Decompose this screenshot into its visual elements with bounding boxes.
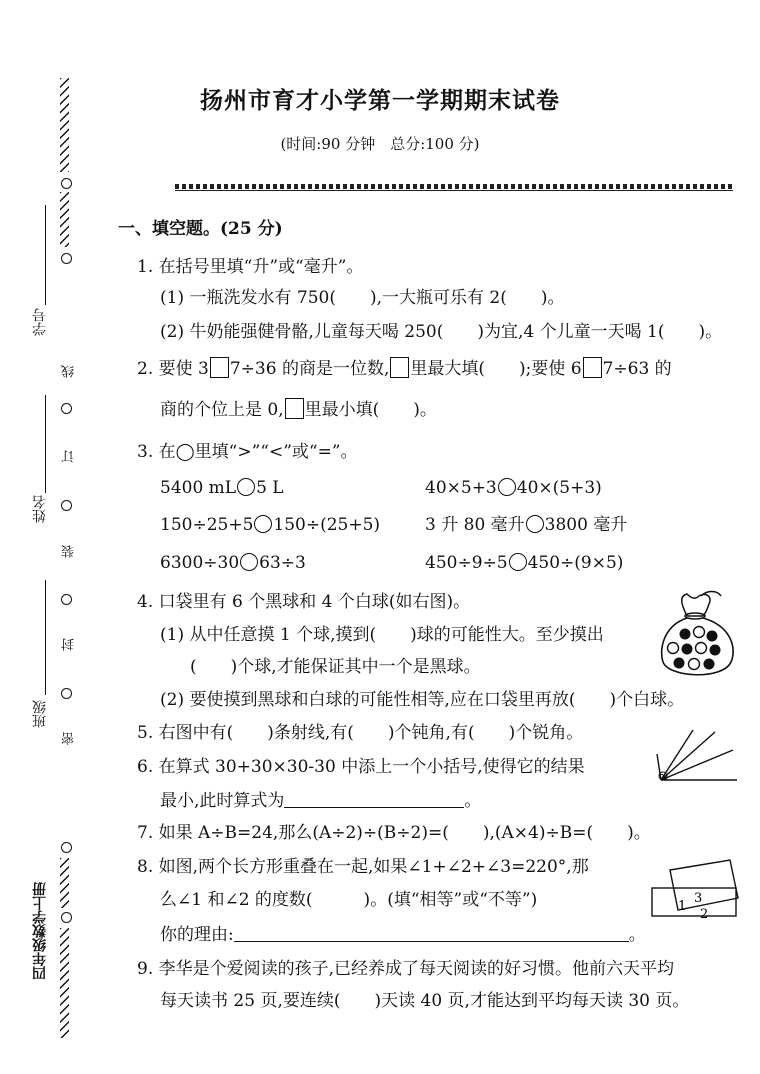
binding-mark: 装 — [62, 545, 77, 558]
binding-ring — [61, 688, 72, 699]
header-divider — [175, 184, 733, 189]
answer-box[interactable] — [210, 357, 229, 378]
question-6-end: 。 — [464, 791, 482, 811]
binding-mark: 线 — [62, 365, 77, 378]
compare-item: 450÷9÷5 450÷(9×5) — [425, 553, 624, 573]
question-4b: (2) 要使摸到黑球和白球的可能性相等,应在口袋里再放( )个白球。 — [160, 690, 685, 710]
compare-item: 150÷25+5 150÷(25+5) — [160, 515, 381, 535]
question-2-line2 — [160, 398, 437, 421]
question-3-stem: 3. 在◯里填“>”“<”或“=”。 — [137, 442, 358, 462]
compare-item: 5400 mL 5 L — [160, 478, 284, 498]
question-8-text: 你的理由: — [160, 925, 234, 945]
question-8-line1: 8. 如图,两个长方形重叠在一起,如果∠1+∠2+∠3=220°,那 — [137, 857, 589, 877]
exam-subtitle: (时间:90 分钟 总分:100 分) — [280, 135, 480, 153]
question-1b: (2) 牛奶能强健骨骼,儿童每天喝 250( )为宜,4 个儿童一天喝 1( )。 — [160, 322, 723, 342]
compare-circle[interactable] — [254, 515, 272, 533]
rectangles-figure — [648, 858, 740, 924]
binding-ring — [61, 253, 72, 264]
compare-item: 6300÷30 63÷3 — [160, 553, 306, 573]
angle-label: 1 — [678, 899, 687, 914]
binding-ring — [61, 912, 72, 923]
question-2-line1 — [137, 357, 672, 380]
rays-figure — [655, 728, 739, 786]
answer-box[interactable] — [583, 357, 602, 378]
question-6-line1: 6. 在算式 30+30×30-30 中添上一个小括号,使得它的结果 — [137, 757, 585, 777]
hatch-decoration — [60, 858, 69, 908]
binding-ring — [61, 178, 72, 189]
question-7: 7. 如果 A÷B=24,那么(A÷2)÷(B÷2)=( ),(A×4)÷B=( )。 — [137, 823, 651, 843]
answer-box[interactable] — [390, 357, 409, 378]
compare-item: 3 升 80 毫升 3800 毫升 — [425, 515, 628, 535]
question-2-text: 里最小填( )。 — [304, 400, 437, 420]
question-5: 5. 右图中有( )条射线,有( )个钝角,有( )个锐角。 — [137, 723, 584, 743]
question-8-line3 — [160, 924, 646, 946]
question-4-stem: 4. 口袋里有 6 个黑球和 4 个白球(如右图)。 — [137, 592, 471, 612]
answer-blank[interactable] — [234, 927, 629, 942]
section-heading: 一、填空题。(25 分) — [118, 219, 283, 239]
question-4a-line1: (1) 从中任意摸 1 个球,摸到( )球的可能性大。至少摸出 — [160, 625, 604, 645]
student-id-field[interactable] — [45, 205, 46, 305]
compare-circle[interactable] — [526, 515, 544, 533]
answer-blank[interactable] — [284, 793, 464, 808]
binding-mark: 密 — [62, 732, 77, 745]
class-field[interactable] — [45, 580, 46, 695]
question-9-line2: 每天读书 25 页,要连续( )天读 40 页,才能达到平均每天读 30 页。 — [160, 991, 690, 1011]
hatch-decoration — [60, 928, 69, 1038]
question-2-text: 2. 要使 3 — [137, 359, 209, 379]
binding-ring — [61, 403, 72, 414]
student-id-label: 学号 — [32, 308, 48, 336]
name-label: 姓名 — [32, 495, 48, 523]
ball-bag-figure — [657, 588, 739, 684]
binding-mark: 封 — [62, 638, 77, 651]
answer-box[interactable] — [285, 398, 304, 419]
name-field[interactable] — [45, 395, 46, 493]
binding-ring — [61, 842, 72, 853]
binding-mark: 订 — [62, 450, 77, 463]
angle-label: 3 — [694, 891, 703, 906]
binding-ring — [61, 500, 72, 511]
question-6-line2 — [160, 790, 481, 812]
compare-item: 40×5+3 40×(5+3) — [425, 478, 602, 498]
question-2-text: 里最大填( );要使 6 — [410, 359, 582, 379]
hatch-decoration — [60, 192, 69, 247]
question-2-text: 商的个位上是 0, — [160, 400, 284, 420]
question-8-line2: 么∠1 和∠2 的度数( )。(填“相等”或“不等”) — [160, 890, 538, 910]
book-label: 四年级数学上册 — [32, 882, 48, 980]
compare-circle[interactable] — [240, 553, 258, 571]
question-4a-line2: ( )个球,才能保证其中一个是黑球。 — [190, 657, 481, 677]
compare-circle[interactable] — [237, 478, 255, 496]
class-label: 班级 — [32, 700, 48, 728]
compare-circle[interactable] — [509, 553, 527, 571]
question-6-text: 最小,此时算式为 — [160, 791, 285, 811]
exam-title: 扬州市育才小学第一学期期末试卷 — [200, 87, 560, 114]
question-1a: (1) 一瓶洗发水有 750( ),一大瓶可乐有 2( )。 — [160, 288, 565, 308]
header-divider — [175, 190, 733, 191]
question-2-text: 7÷63 的 — [602, 359, 672, 379]
angle-label: 2 — [700, 907, 709, 922]
question-8-end: 。 — [628, 925, 646, 945]
question-1-stem: 1. 在括号里填“升”或“毫升”。 — [137, 257, 364, 277]
compare-circle[interactable] — [498, 478, 516, 496]
question-2-text: 7÷36 的商是一位数, — [229, 359, 390, 379]
question-9-line1: 9. 李华是个爱阅读的孩子,已经养成了每天阅读的好习惯。他前六天平均 — [137, 959, 675, 979]
binding-ring — [61, 594, 72, 605]
